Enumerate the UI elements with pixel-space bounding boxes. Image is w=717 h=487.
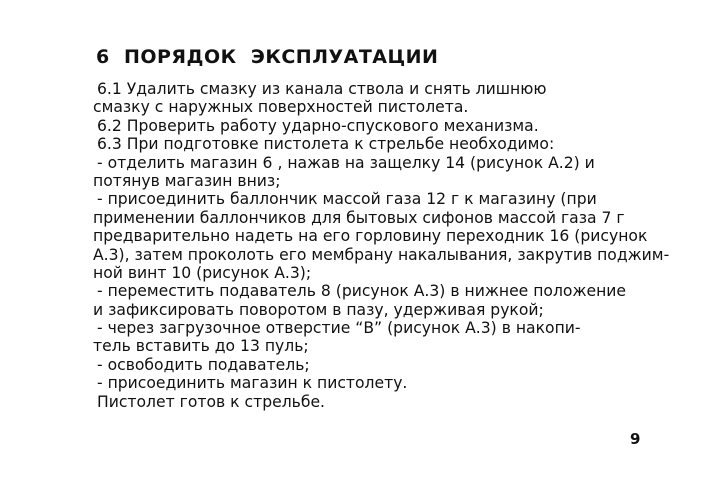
list-item-attach-cartridge-line-3: предварительно надеть на его горловину переходник 16 (рисунок xyxy=(93,227,648,246)
section-heading: 6 ПОРЯДОК ЭКСПЛУАТАЦИИ xyxy=(96,46,439,68)
list-item-move-feeder-line-1: - переместить подаватель 8 (рисунок А.3) в нижнее положение xyxy=(97,282,627,301)
list-item-insert-pellets-line-1: - через загрузочное отверстие “В” (рисунок А.3) в накопи- xyxy=(97,319,581,338)
list-item-attach-cartridge-line-2: применении баллончиков для бытовых сифонов массой газа 7 г xyxy=(93,208,625,227)
list-item-move-feeder-line-2: и зафиксировать поворотом в пазу, удерживая рукой; xyxy=(93,300,544,319)
page-number: 9 xyxy=(630,430,641,448)
list-item-attach-cartridge-line-4: А.3), затем проколоть его мембрану накалывания, закрутив поджим- xyxy=(93,245,670,264)
paragraph-6-2: 6.2 Проверить работу ударно-спускового механизма. xyxy=(97,116,539,135)
paragraph-6-1-line-2: смазку с наружных поверхностей пистолета. xyxy=(93,98,469,117)
section-body xyxy=(93,80,670,411)
paragraph-6-3: 6.3 При подготовке пистолета к стрельбе необходимо: xyxy=(97,135,555,154)
list-item-release-feeder: - освободить подаватель; xyxy=(97,355,310,374)
list-item-attach-cartridge-line-1: - присоединить баллончик массой газа 12 г к магазину (при xyxy=(97,190,597,209)
list-item-detach-magazine-line-2: потянув магазин вниз; xyxy=(93,171,281,190)
list-item-attach-cartridge-line-5: ной винт 10 (рисунок А.3); xyxy=(93,263,312,282)
list-item-detach-magazine-line-1: - отделить магазин 6 , нажав на защелку 14 (рисунок А.2) и xyxy=(97,153,595,172)
list-item-insert-pellets-line-2: тель вставить до 13 пуль; xyxy=(93,337,309,356)
paragraph-6-1-line-1: 6.1 Удалить смазку из канала ствола и снять лишнюю xyxy=(97,80,547,98)
closing-statement: Пистолет готов к стрельбе. xyxy=(97,392,326,411)
list-item-attach-magazine: - присоединить магазин к пистолету. xyxy=(97,374,408,393)
